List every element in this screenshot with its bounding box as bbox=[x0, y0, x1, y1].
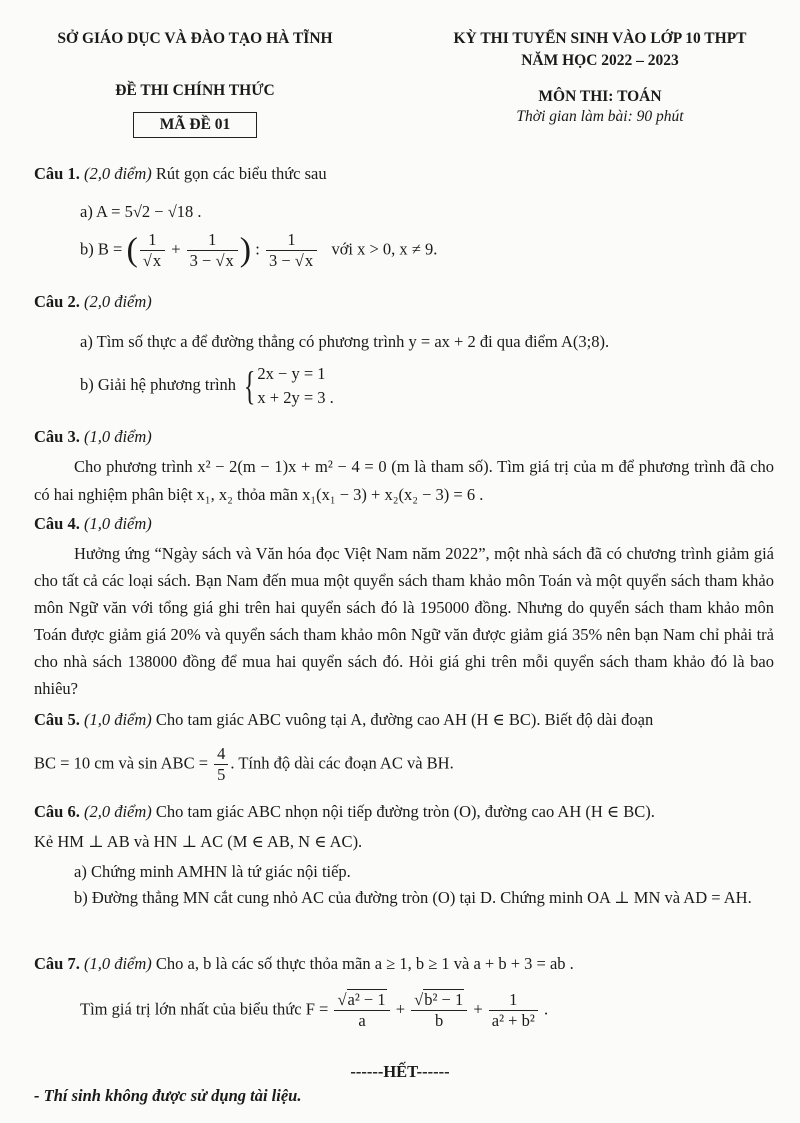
exam-code-box: MÃ ĐỀ 01 bbox=[133, 112, 258, 138]
header-right bbox=[410, 28, 790, 126]
end-mark: ------HẾT------ bbox=[350, 1062, 450, 1081]
q7-line2-prefix: Tìm giá trị lớn nhất của biểu thức F = bbox=[80, 999, 329, 1019]
question-3 bbox=[34, 425, 774, 509]
q5-fraction: $\frac{4}{5}$ bbox=[214, 744, 228, 785]
time-limit: Thời gian làm bài: 90 phút bbox=[516, 108, 684, 125]
q4-text: Hưởng ứng “Ngày sách và Văn hóa đọc Việt Nam năm 2022”, một nhà sách đã có chương trình giảm giá cho tất cả các loại sách. Bạn Nam đến mua một quyển sách tham khảo môn Toán và một quyển sách tham khảo môn Ngữ văn với tổng giá ghi trên hai quyển sách đó là 195000 đồng. Nhưng do quyển sách tham khảo môn Toán được giảm giá 20% và quyển sách tham khảo môn Ngữ văn được giảm giá 35% nên bạn Nam chỉ phải trả cho nhà sách 138000 đồng để mua hai quyển sách đó. Hỏi giá ghi trên mỗi quyển sách tham khảo đó là bao nhiêu? bbox=[34, 544, 774, 698]
q7-frac-3: $\frac{1}{\text{a² + b²}}$ bbox=[489, 990, 538, 1031]
q1-label: Câu 1. bbox=[34, 164, 80, 183]
q1-part-b: b) B = ( $\frac{1}{√x}$ + $\frac{1}{3 - √x}$ ) : $\frac{1}{3 - √x}$ với x > 0, x ≠ 9. bbox=[80, 230, 438, 270]
q2-part-b: b) Giải hệ phương trình { 2x − y = 1 x + 2y = 3 . bbox=[80, 363, 334, 408]
footnote: - Thí sinh không được sử dụng tài liệu. bbox=[34, 1086, 302, 1105]
q1-frac-3: $\frac{1}{3 - √x}$ bbox=[266, 230, 317, 271]
q4-label: Câu 4. bbox=[34, 514, 80, 533]
question-1 bbox=[34, 162, 774, 271]
q5-line1: Cho tam giác ABC vuông tại A, đường cao AH (H ∈ BC). Biết độ dài đoạn bbox=[155, 710, 654, 729]
school-year: NĂM HỌC 2022 – 2023 bbox=[521, 52, 679, 69]
q1-frac-1: $\frac{1}{√x}$ bbox=[140, 230, 165, 271]
q1-b-prefix: b) B = bbox=[80, 239, 123, 259]
q1-frac-2: $\frac{1}{3 - √x}$ bbox=[187, 230, 238, 271]
q3-points: (1,0 điểm) bbox=[83, 427, 152, 446]
q6-line2: Kẻ HM ⊥ AB và HN ⊥ AC (M ∈ AB, N ∈ AC). bbox=[34, 832, 363, 851]
q6-part-a: a) Chứng minh AMHN là tứ giác nội tiếp. bbox=[74, 862, 351, 881]
q5-line2-suffix: . Tính độ dài các đoạn AC và BH. bbox=[230, 753, 454, 773]
q1-b-condition: với x > 0, x ≠ 9. bbox=[331, 239, 438, 259]
q2-label: Câu 2. bbox=[34, 292, 80, 311]
q2-points: (2,0 điểm) bbox=[83, 292, 152, 311]
q1-points: (2,0 điểm) bbox=[83, 164, 152, 183]
q6-points: (2,0 điểm) bbox=[83, 802, 152, 821]
q4-points: (1,0 điểm) bbox=[83, 514, 152, 533]
q1-part-a: a) A = 5√2 − √18 . bbox=[80, 202, 202, 221]
q3-text: Cho phương trình x² − 2(m − 1)x + m² − 4 = 0 (m là tham số). Tìm giá trị của m để phương trình đã cho có hai nghiệm phân biệt x₁, x₂ thỏa mãn x₁(x₁ − 3) + x₂(x₂ − 3) = 6 . bbox=[34, 457, 774, 504]
q5-points: (1,0 điểm) bbox=[83, 710, 152, 729]
q5-line2 bbox=[34, 744, 774, 785]
q6-part-b: b) Đường thẳng MN cắt cung nhỏ AC của đường tròn (O) tại D. Chứng minh OA ⊥ MN và AD = AH. bbox=[74, 888, 752, 907]
q1-intro: Rút gọn các biểu thức sau bbox=[155, 164, 327, 183]
q5-line2-prefix: BC = 10 cm và sin ABC = bbox=[34, 753, 208, 773]
q5-label: Câu 5. bbox=[34, 710, 80, 729]
q7-frac-1: $\frac{\text{√a² − 1}}{a}$ bbox=[334, 990, 389, 1031]
official-exam-label: ĐỀ THI CHÍNH THỨC bbox=[115, 82, 275, 99]
q7-line1: Cho a, b là các số thực thỏa mãn a ≥ 1, b ≥ 1 và a + b + 3 = ab . bbox=[155, 954, 574, 973]
subject: MÔN THI: TOÁN bbox=[538, 88, 662, 105]
question-6 bbox=[34, 800, 774, 910]
header-left bbox=[30, 28, 360, 138]
question-4 bbox=[34, 512, 774, 702]
q2-b-prefix: b) Giải hệ phương trình bbox=[80, 374, 237, 394]
q7-line2: Tìm giá trị lớn nhất của biểu thức F = $\frac{\text{√a² − 1}}{a}$ + $\frac{\text{√b² − 1}}{b}$ + $\frac{1}{\text{a² + b²}}$ . bbox=[80, 990, 549, 1030]
q7-points: (1,0 điểm) bbox=[83, 954, 152, 973]
question-7 bbox=[34, 952, 774, 1031]
question-5 bbox=[34, 708, 774, 785]
q2-part-a: a) Tìm số thực a để đường thẳng có phương trình y = ax + 2 đi qua điểm A(3;8). bbox=[80, 332, 610, 351]
exam-title: KỲ THI TUYỂN SINH VÀO LỚP 10 THPT bbox=[453, 30, 747, 47]
q6-label: Câu 6. bbox=[34, 802, 80, 821]
question-2 bbox=[34, 290, 774, 410]
q2-eq1: 2x − y = 1 bbox=[257, 364, 326, 383]
q7-frac-2: $\frac{\text{√b² − 1}}{b}$ bbox=[411, 990, 467, 1031]
q3-label: Câu 3. bbox=[34, 427, 80, 446]
department-name: SỞ GIÁO DỤC VÀ ĐÀO TẠO HÀ TĨNH bbox=[57, 30, 333, 47]
q2-eq2: x + 2y = 3 . bbox=[257, 388, 334, 407]
q6-line1: Cho tam giác ABC nhọn nội tiếp đường tròn (O), đường cao AH (H ∈ BC). bbox=[155, 802, 655, 821]
q7-label: Câu 7. bbox=[34, 954, 80, 973]
